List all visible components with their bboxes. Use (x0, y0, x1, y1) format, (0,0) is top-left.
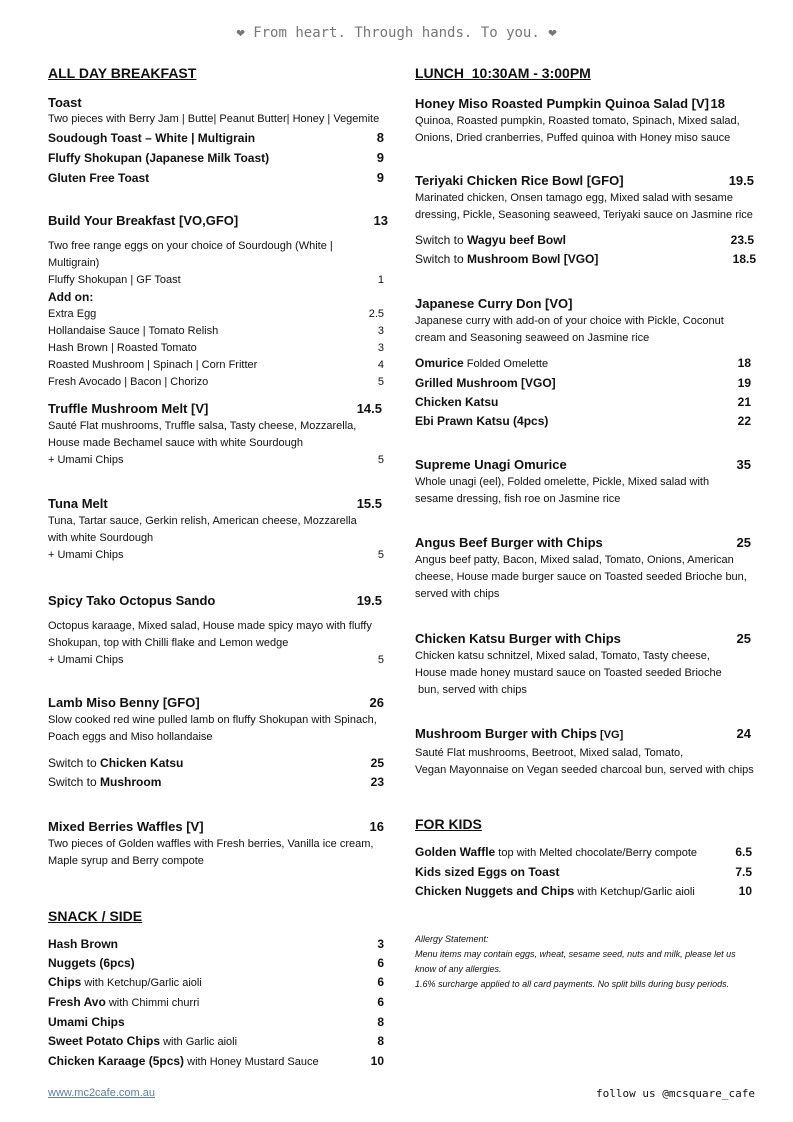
item-name: Chicken Nuggets and Chips (415, 884, 575, 898)
item-name: Fluffy Shokupan (Japanese Milk Toast) (48, 151, 270, 165)
curry-title: Japanese Curry Don [VO] (415, 296, 573, 311)
curry-option (415, 393, 751, 412)
item-price: 6 (377, 956, 384, 970)
item-note: with Chimmi churri (105, 997, 200, 1009)
waffles-price: 16 (369, 819, 384, 834)
snack-item (48, 1052, 384, 1072)
curry-option (415, 412, 751, 431)
unagi-desc: sesame dressing, fish roe on Jasmine rice (415, 493, 621, 505)
teriyaki-desc: dressing, Pickle, Seasoning seaweed, Teriyaki sauce on Jasmine rice (415, 209, 753, 221)
item-name: Extra Egg (48, 308, 97, 320)
mushroom-burger-desc: Sauté Flat mushrooms, Beetroot, Mixed salad, Tomato, (415, 747, 684, 759)
item-name: Soudough Toast – White | Multigrain (48, 131, 256, 145)
angus-desc: Angus beef patty, Bacon, Mixed salad, Tomato, Onions, American (415, 554, 734, 566)
teriyaki-title: Teriyaki Chicken Rice Bowl [GFO] (415, 173, 624, 188)
mushroom-burger-desc: Vegan Mayonnaise on Vegan seeded charcoal bun, served with chips (415, 764, 754, 776)
truffle-desc: Sauté Flat mushrooms, Truffle salsa, Tasty cheese, Mozzarella, (48, 420, 357, 432)
item-price: 1 (377, 274, 384, 286)
item-price: 5 (377, 549, 384, 561)
tako-section (48, 591, 384, 669)
truffle-title: Truffle Mushroom Melt [V] (48, 401, 209, 416)
unagi-price: 35 (736, 457, 751, 472)
lunch-heading-text: LUNCH 10:30AM - 3:00PM (415, 65, 591, 81)
salad-desc: Quinoa, Roasted pumpkin, Roasted tomato, Spinach, Mixed salad, (415, 115, 740, 127)
unagi-desc: Whole unagi (eel), Folded omelette, Pickle, Mixed salad with (415, 476, 710, 488)
snack-item (48, 993, 384, 1013)
kids-heading-text: FOR KIDS (415, 816, 482, 832)
angus-title: Angus Beef Burger with Chips (415, 535, 603, 550)
snack-heading (48, 907, 384, 925)
tuna-extra (48, 547, 384, 564)
item-price: 5 (377, 654, 384, 666)
item-price: 8 (377, 1015, 384, 1029)
switch-prefix: Switch to (48, 756, 101, 770)
item-price: 19 (737, 376, 751, 390)
angus-section (415, 533, 757, 603)
toast-item (48, 148, 384, 168)
mushroom-burger-header (415, 724, 751, 745)
item-name: Hollandaise Sauce | Tomato Relish (48, 325, 219, 337)
curry-desc: Japanese curry with add-on of your choice with Pickle, Coconut (415, 315, 724, 327)
tako-desc: Octopus karaage, Mixed salad, House made spicy mayo with fluffy (48, 620, 372, 632)
item-name: Hash Brown | Roasted Tomato (48, 342, 197, 354)
toast-item (48, 128, 384, 148)
angus-price: 25 (736, 535, 751, 550)
mushroom-burger-tag: [VG] (597, 729, 624, 741)
item-name: Roasted Mushroom | Spinach | Corn Fritter (48, 359, 258, 371)
snack-item (48, 954, 384, 973)
salad-desc: Onions, Dried cranberries, Puffed quinoa with Honey miso sauce (415, 132, 731, 144)
item-name: Nuggets (6pcs) (48, 956, 135, 970)
item-price: 6 (377, 975, 384, 989)
kids-item (415, 863, 752, 882)
byb-title: Build Your Breakfast [VO,GFO] (48, 213, 239, 228)
addon-row (48, 323, 384, 340)
item-note: with Ketchup/Garlic aioli (574, 886, 695, 898)
item-name: Omurice (415, 356, 464, 370)
item-price: 6 (377, 995, 384, 1009)
curry-option (415, 354, 751, 374)
unagi-header (415, 455, 751, 474)
item-name: Ebi Prawn Katsu (4pcs) (415, 414, 549, 428)
waffles-title: Mixed Berries Waffles [V] (48, 819, 204, 834)
item-price: 8 (377, 1034, 384, 1048)
byb-desc: Two free range eggs on your choice of Sourdough (White | Multigrain) (48, 240, 333, 269)
katsu-burger-section (415, 629, 757, 699)
lamb-switch (48, 754, 384, 773)
allergy-line: know of any allergies. (415, 964, 502, 974)
angus-desc: served with chips (415, 588, 500, 600)
katsu-burger-desc: House made honey mustard sauce on Toasted seeded Brioche (415, 667, 722, 679)
teriyaki-switch (415, 231, 754, 250)
tagline: ❤ From heart. Through hands. To you. ❤ (236, 25, 557, 41)
item-price: 3 (377, 342, 384, 354)
switch-prefix: Switch to (48, 775, 101, 789)
unagi-section (415, 455, 757, 508)
item-price: 3 (377, 325, 384, 337)
katsu-burger-price: 25 (736, 631, 751, 646)
item-price: 9 (376, 170, 384, 185)
snack-item (48, 935, 384, 954)
tako-desc: Shokupan, top with Chilli flake and Lemon wedge (48, 637, 289, 649)
item-name: Chips (48, 975, 82, 989)
item-name: Sweet Potato Chips (48, 1034, 161, 1048)
tako-price: 19.5 (356, 593, 382, 608)
item-name: Golden Waffle (415, 845, 496, 859)
item-note: with Garlic aioli (160, 1036, 238, 1048)
website-link[interactable]: www.mc2cafe.com.au (48, 1087, 155, 1099)
kids-item (415, 882, 752, 902)
item-price: 6.5 (735, 845, 752, 859)
tuna-price: 15.5 (356, 496, 382, 511)
snack-heading-text: SNACK / SIDE (48, 908, 143, 924)
tuna-desc: with white Sourdough (48, 532, 154, 544)
angus-header (415, 533, 751, 552)
item-price: 21 (737, 395, 751, 409)
item-name: Fresh Avo (48, 995, 106, 1009)
kids-heading (415, 815, 757, 833)
item-note: top with Melted chocolate/Berry compote (495, 847, 697, 859)
item-name: Grilled Mushroom [VGO] (415, 376, 556, 390)
kids-item (415, 843, 752, 863)
addon-label: Add on: (48, 290, 94, 304)
waffles-header (48, 817, 384, 836)
item-price: 10 (370, 1054, 384, 1068)
katsu-burger-desc: bun, served with chips (415, 684, 527, 696)
snack-item (48, 1013, 384, 1032)
item-name: Gluten Free Toast (48, 171, 150, 185)
truffle-header (48, 399, 382, 418)
item-name: + Umami Chips (48, 454, 124, 466)
snack-item (48, 973, 384, 993)
lunch-heading (415, 64, 757, 82)
item-price: 5 (377, 454, 384, 466)
item-name: Fresh Avocado | Bacon | Chorizo (48, 376, 209, 388)
tuna-section (48, 494, 384, 564)
toast-title: Toast (48, 95, 82, 110)
toast-desc: Two pieces with Berry Jam | Butte| Peanut Butter| Honey | Vegemite (48, 113, 380, 125)
salad-header (415, 94, 725, 113)
salad-section (415, 94, 757, 147)
item-note: with Honey Mustard Sauce (184, 1056, 319, 1068)
switch-name: Wagyu beef Bowl (467, 233, 566, 247)
item-price: 3 (377, 937, 384, 951)
katsu-burger-title: Chicken Katsu Burger with Chips (415, 631, 621, 646)
curry-desc: cream and Seasoning seaweed on Jasmine rice (415, 332, 650, 344)
item-note: with Ketchup/Garlic aioli (81, 977, 202, 989)
item-price: 8 (376, 130, 384, 145)
byb-section (48, 211, 388, 391)
truffle-price: 14.5 (356, 401, 382, 416)
salad-price: 18 (710, 96, 725, 111)
byb-desc-line (48, 272, 384, 289)
tako-header (48, 591, 382, 610)
truffle-section (48, 399, 384, 469)
tako-extra (48, 652, 384, 669)
angus-desc: cheese, House made burger sauce on Toasted seeded Brioche bun, (415, 571, 747, 583)
byb-header (48, 211, 388, 230)
truffle-extra (48, 452, 384, 469)
salad-title: Honey Miso Roasted Pumpkin Quinoa Salad [V] (415, 96, 709, 111)
curry-section (415, 294, 757, 431)
item-name: Chicken Katsu (415, 395, 499, 409)
lamb-desc: Slow cooked red wine pulled lamb on fluffy Shokupan with Spinach, (48, 714, 377, 726)
item-price: 22 (737, 414, 751, 428)
switch-prefix: Switch to (415, 233, 468, 247)
allergy-statement (415, 932, 757, 992)
teriyaki-section (415, 171, 757, 269)
item-name: Hash Brown (48, 937, 119, 951)
tuna-header (48, 494, 382, 513)
toast-section (48, 94, 384, 188)
lamb-price: 26 (369, 695, 384, 710)
item-price: 2.5 (368, 308, 384, 320)
item-name: + Umami Chips (48, 654, 124, 666)
lamb-desc: Poach eggs and Miso hollandaise (48, 731, 213, 743)
switch-price: 23 (370, 775, 384, 789)
switch-price: 18.5 (732, 252, 756, 266)
waffles-section (48, 817, 384, 870)
kids-list (415, 843, 757, 902)
addon-row (48, 357, 384, 374)
mushroom-burger-section (415, 724, 757, 779)
item-price: 9 (376, 150, 384, 165)
breakfast-heading-text: ALL DAY BREAKFAST (48, 65, 197, 81)
lamb-title: Lamb Miso Benny [GFO] (48, 695, 200, 710)
switch-price: 23.5 (730, 233, 754, 247)
katsu-burger-desc: Chicken katsu schnitzel, Mixed salad, Tomato, Tasty cheese, (415, 650, 710, 662)
mushroom-burger-title: Mushroom Burger with Chips (415, 726, 597, 741)
tuna-title: Tuna Melt (48, 496, 108, 511)
item-price: 18 (737, 356, 751, 370)
waffles-desc: Two pieces of Golden waffles with Fresh berries, Vanilla ice cream, (48, 838, 374, 850)
curry-option (415, 374, 751, 393)
mushroom-burger-price: 24 (736, 726, 751, 741)
teriyaki-desc: Marinated chicken, Onsen tamago egg, Mixed salad with sesame (415, 192, 733, 204)
item-price: 5 (377, 376, 384, 388)
katsu-burger-header (415, 629, 751, 648)
unagi-title: Supreme Unagi Omurice (415, 457, 567, 472)
item-name: Fluffy Shokupan | GF Toast (48, 274, 181, 286)
teriyaki-switch (415, 250, 756, 269)
item-price: 4 (377, 359, 384, 371)
teriyaki-price: 19.5 (728, 173, 754, 188)
teriyaki-header (415, 171, 754, 190)
toast-item (48, 168, 384, 188)
snack-list (48, 935, 384, 1072)
snack-item (48, 1032, 384, 1052)
social-handle: follow us @mcsquare_cafe (596, 1087, 755, 1100)
allergy-line: 1.6% surcharge applied to all card payments. No split bills during busy periods. (415, 979, 730, 989)
switch-price: 25 (370, 756, 384, 770)
switch-prefix: Switch to (415, 252, 468, 266)
allergy-line: Menu items may contain eggs, wheat, sesame seed, nuts and milk, please let us (415, 949, 736, 959)
byb-price: 13 (373, 213, 388, 228)
tuna-desc: Tuna, Tartar sauce, Gerkin relish, American cheese, Mozzarella (48, 515, 357, 527)
truffle-desc: House made Bechamel sauce with white Sourdough (48, 437, 303, 449)
item-name: Chicken Karaage (5pcs) (48, 1054, 185, 1068)
lamb-header (48, 693, 384, 712)
switch-name: Chicken Katsu (100, 756, 184, 770)
breakfast-heading (48, 64, 384, 82)
addon-row (48, 374, 384, 391)
item-name: Umami Chips (48, 1015, 125, 1029)
item-name: + Umami Chips (48, 549, 124, 561)
item-price: 7.5 (735, 865, 752, 879)
allergy-line: Allergy Statement: (415, 934, 489, 944)
addon-row (48, 340, 384, 357)
lamb-section (48, 693, 384, 792)
switch-name: Mushroom (100, 775, 162, 789)
addon-row (48, 306, 384, 323)
waffles-desc: Maple syrup and Berry compote (48, 855, 204, 867)
switch-name: Mushroom Bowl [VGO] (467, 252, 599, 266)
item-name: Kids sized Eggs on Toast (415, 865, 560, 879)
item-note: Folded Omelette (463, 358, 549, 370)
lamb-switch (48, 773, 384, 792)
tako-title: Spicy Tako Octopus Sando (48, 593, 216, 608)
item-price: 10 (738, 884, 752, 898)
